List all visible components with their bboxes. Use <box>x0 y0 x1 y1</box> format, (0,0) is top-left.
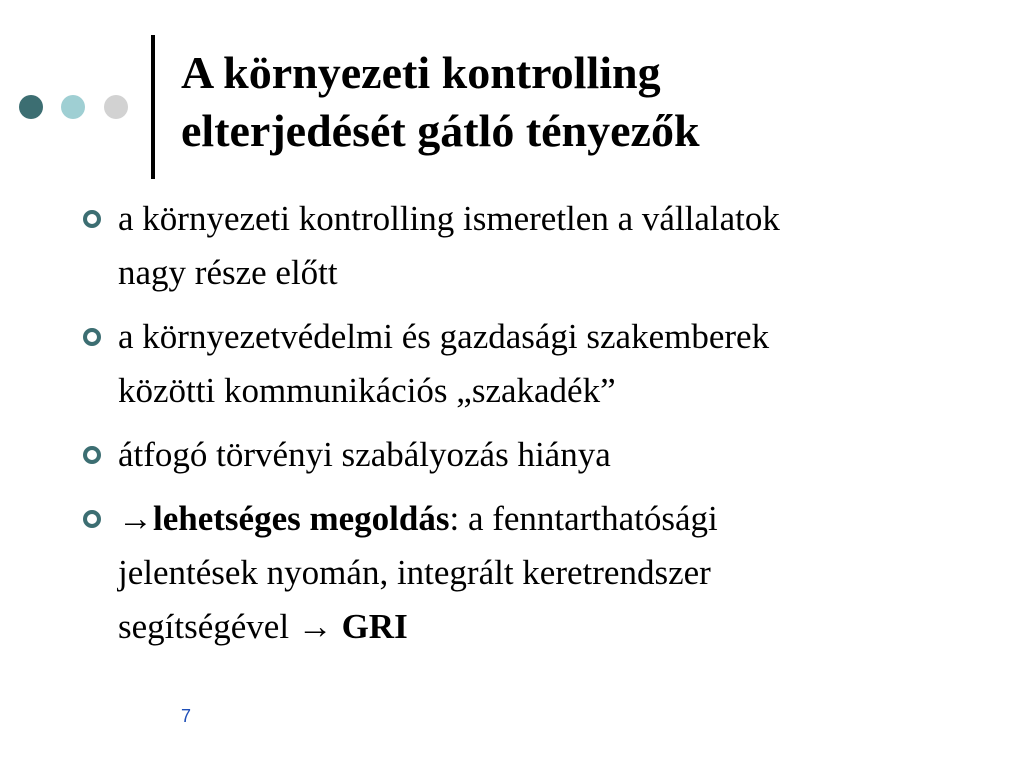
decorative-dot-dark <box>19 95 43 119</box>
circle-bullet-icon <box>83 328 101 346</box>
bullet-list <box>80 192 1016 664</box>
bullet-4-bold-phrase: →lehetséges megoldás <box>118 499 450 538</box>
bullet-item-3 <box>80 428 1016 482</box>
circle-bullet-icon <box>83 446 101 464</box>
bullet-2-line-1: a környezetvédelmi és gazdasági szakemberek <box>118 317 770 356</box>
title-divider <box>151 35 155 179</box>
decorative-dot-gray <box>104 95 128 119</box>
circle-bullet-icon <box>83 510 101 528</box>
bullet-4-line-1-rest: : a fenntarthatósági <box>449 499 718 538</box>
bullet-item-2 <box>80 310 1016 418</box>
bullet-4-gri: GRI <box>341 607 408 646</box>
bullet-4-line-2: jelentések nyomán, integrált keretrendszer <box>118 553 711 592</box>
bullet-1-line-1: a környezeti kontrolling ismeretlen a vállalatok <box>118 199 780 238</box>
decorative-dot-light <box>61 95 85 119</box>
page-number: 7 <box>181 706 192 726</box>
bullet-1-line-2: nagy része előtt <box>118 253 338 292</box>
bullet-4-line-1 <box>118 492 1016 546</box>
bullet-4-line-3 <box>118 600 1016 654</box>
slide-title <box>181 44 1001 160</box>
circle-bullet-icon <box>83 210 101 228</box>
bullet-2-line-2: közötti kommunikációs „szakadék” <box>118 371 616 410</box>
bullet-3-line-1: átfogó törvényi szabályozás hiánya <box>118 435 611 474</box>
slide-title-line-1: A környezeti kontrolling <box>181 47 661 98</box>
bullet-4-line-3-text: segítségével → <box>118 607 342 646</box>
bullet-item-4 <box>80 492 1016 654</box>
bullet-item-1 <box>80 192 1016 300</box>
slide-title-line-2: elterjedését gátló tényezők <box>181 105 700 156</box>
